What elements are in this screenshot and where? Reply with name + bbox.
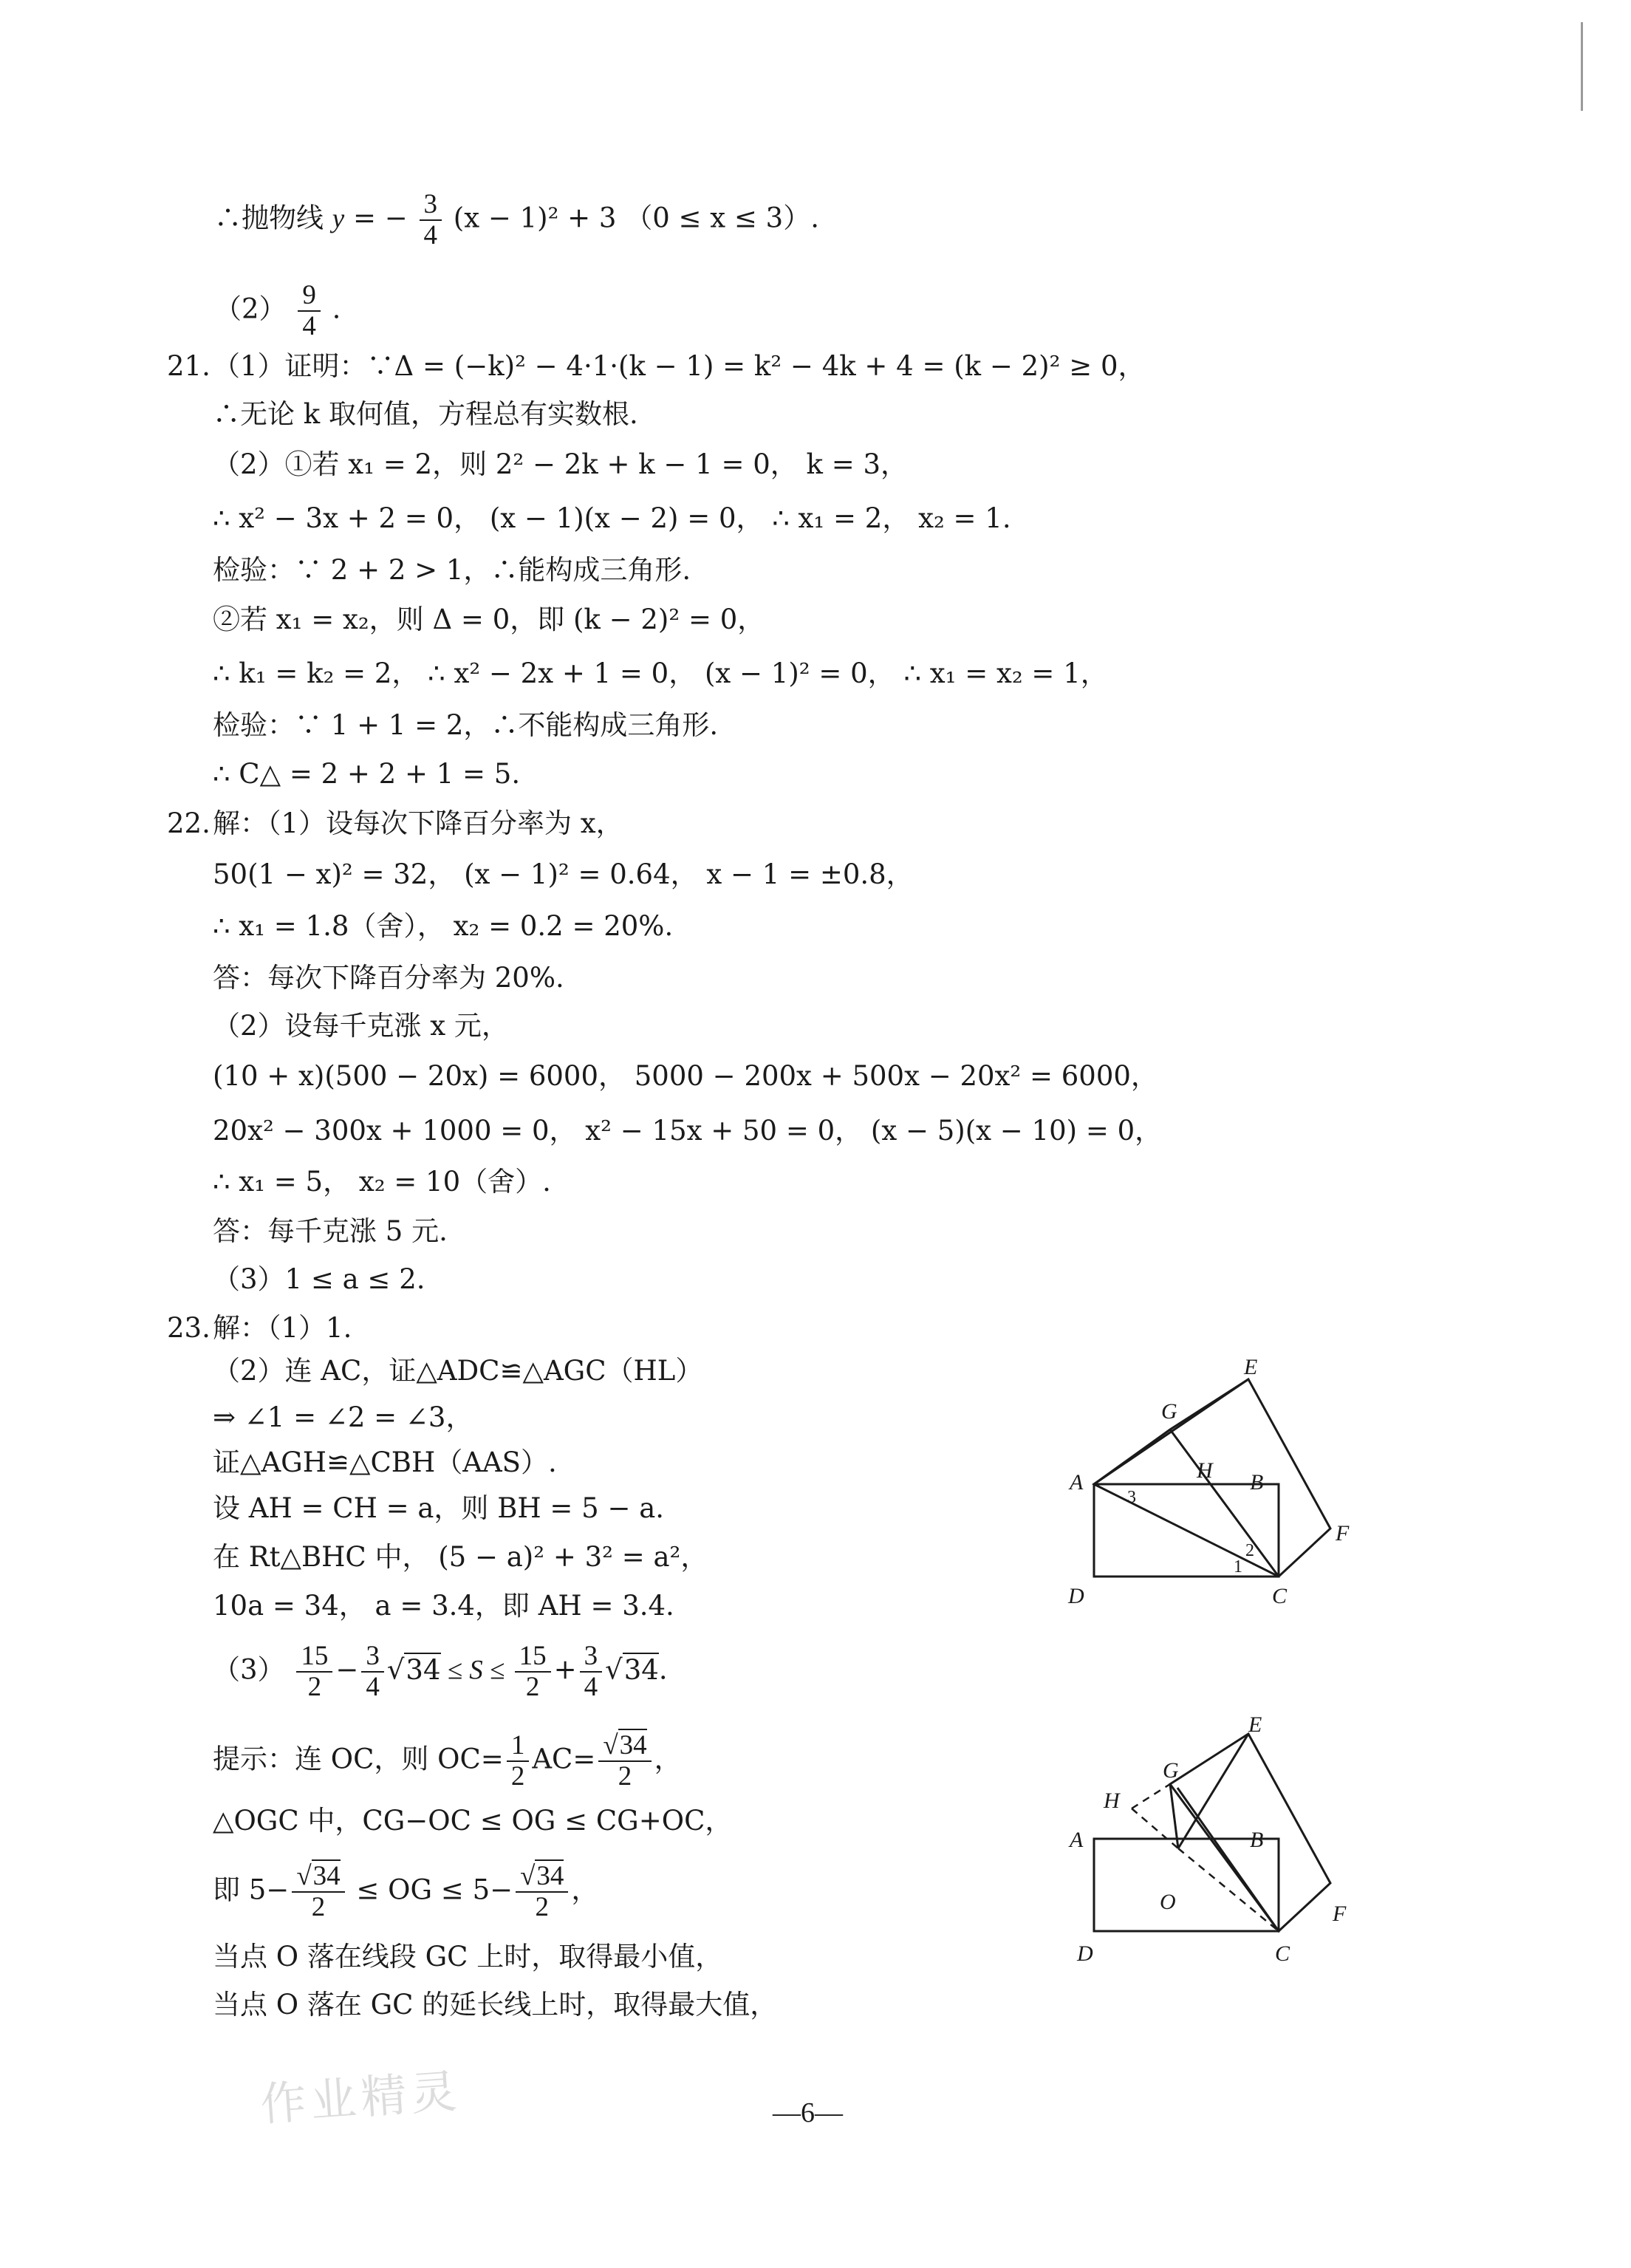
q23-line: 在 Rt△BHC 中， (5 − a)² + 3² = a²， bbox=[213, 1541, 708, 1573]
fraction: $\frac{9}{4}$ bbox=[298, 281, 321, 341]
p20-line2: （2） $\frac{9}{4}$ . bbox=[214, 280, 341, 341]
fraction: $\frac{3}{4}$ bbox=[420, 190, 442, 250]
q21-line: ∴ C△ = 2 + 2 + 1 = 5. bbox=[213, 758, 521, 790]
label-B: B bbox=[1250, 1470, 1264, 1495]
q23-line: （2）连 AC，证△ADC≌△AGC（HL） bbox=[213, 1355, 703, 1387]
angle-label-2: 2 bbox=[1245, 1541, 1254, 1560]
label-A: A bbox=[1070, 1828, 1084, 1852]
label-H: H bbox=[1104, 1789, 1120, 1813]
fraction: $\frac{√34}{2}$ bbox=[516, 1862, 568, 1922]
label-C: C bbox=[1272, 1584, 1288, 1608]
fraction: $\frac{1}{2}$ bbox=[507, 1731, 530, 1791]
q22-line: (10 + x)(500 − 20x) = 6000， 5000 − 200x + 500x − 20x² = 6000， bbox=[213, 1060, 1158, 1092]
page-edge-mark bbox=[1581, 22, 1583, 111]
q21-line: ∴ x² − 3x + 2 = 0， (x − 1)(x − 2) = 0， ∴ x₁ = 2， x₂ = 1. bbox=[213, 502, 1011, 534]
q22-line: 50(1 − x)² = 32， (x − 1)² = 0.64， x − 1 = ±0.8， bbox=[213, 858, 914, 890]
label-C: C bbox=[1275, 1941, 1290, 1966]
label-D: D bbox=[1077, 1941, 1093, 1966]
label-E: E bbox=[1248, 1714, 1262, 1737]
q23-triangle-line: △OGC 中，CG−OC ≤ OG ≤ CG+OC， bbox=[213, 1805, 733, 1837]
q21-line: 检验：∵ 2 + 2 > 1，∴能构成三角形. bbox=[213, 554, 691, 586]
q22-line: 答：每次下降百分率为 20%. bbox=[213, 962, 564, 994]
q21-line: 检验：∵ 1 + 1 = 2，∴不能构成三角形. bbox=[213, 709, 719, 741]
q23-line: 当点 O 落在 GC 的延长线上时，取得最大值， bbox=[213, 1989, 778, 2021]
label-E: E bbox=[1244, 1359, 1258, 1379]
q23-line: 解：（1）1. bbox=[213, 1312, 352, 1344]
p20-line1: ∴抛物线 y = − $\frac{3}{4}$ (x − 1)² + 3 （0 ≤ x ≤ 3）. bbox=[214, 189, 819, 250]
geometry-figure-2 bbox=[1056, 1714, 1367, 1969]
q23-range-line: 即 5− $\frac{√34}{2}$ ≤ OG ≤ 5− $\frac{√34}{2}$ ， bbox=[213, 1861, 599, 1922]
label-O: O bbox=[1160, 1890, 1176, 1914]
label-G: G bbox=[1163, 1758, 1179, 1783]
label-G: G bbox=[1161, 1399, 1177, 1424]
q23-line: 10a = 34， a = 3.4，即 AH = 3.4. bbox=[213, 1590, 674, 1622]
fraction: $\frac{√34}{2}$ bbox=[292, 1862, 344, 1922]
q23-line: 设 AH = CH = a，则 BH = 5 − a. bbox=[213, 1492, 665, 1524]
q21-number: 21. bbox=[167, 350, 211, 382]
fraction: $\frac{√34}{2}$ bbox=[598, 1731, 651, 1791]
label-A: A bbox=[1070, 1470, 1084, 1495]
label-B: B bbox=[1250, 1828, 1264, 1852]
q22-line: ∴ x₁ = 5， x₂ = 10（舍）. bbox=[213, 1166, 551, 1198]
q21-line: （2）①若 x₁ = 2，则 2² − 2k + k − 1 = 0， k = 3， bbox=[213, 448, 909, 480]
fraction: $\frac{15}{2}$ bbox=[296, 1642, 332, 1702]
q22-line: 答：每千克涨 5 元. bbox=[213, 1215, 448, 1247]
q23-line: ⇒ ∠1 = ∠2 = ∠3， bbox=[213, 1401, 473, 1433]
geometry-figure-1 bbox=[1056, 1359, 1367, 1611]
q23-line: 证△AGH≌△CBH（AAS）. bbox=[213, 1446, 557, 1478]
label-H: H bbox=[1197, 1458, 1213, 1483]
label-D: D bbox=[1068, 1584, 1084, 1608]
q23-part3-inequality: （3） $\frac{15}{2}$ − $\frac{3}{4}$ √34 ≤ S ≤ $\frac{15}{2}$ + $\frac{3}{4}$ √34. bbox=[213, 1641, 668, 1702]
q23-hint: 提示：连 OC，则 OC= $\frac{1}{2}$ AC= $\frac{√34}{2}$ ， bbox=[213, 1730, 682, 1791]
fraction: $\frac{3}{4}$ bbox=[580, 1642, 603, 1702]
q21-line: ∴无论 k 取何值，方程总有实数根. bbox=[213, 398, 638, 430]
q22-number: 22. bbox=[167, 807, 211, 839]
q22-line: （2）设每千克涨 x 元， bbox=[213, 1010, 509, 1042]
q21-line: （1）证明：∵Δ = (−k)² − 4·1·(k − 1) = k² − 4k + 4 = (k − 2)² ≥ 0， bbox=[213, 350, 1146, 382]
q22-line: 20x² − 300x + 1000 = 0， x² − 15x + 50 = 0， (x − 5)(x − 10) = 0， bbox=[213, 1115, 1163, 1147]
fraction: $\frac{3}{4}$ bbox=[361, 1642, 384, 1702]
q22-line: ∴ x₁ = 1.8（舍）， x₂ = 0.2 = 20%. bbox=[213, 910, 674, 942]
label-F: F bbox=[1336, 1521, 1350, 1545]
sqrt: √34 bbox=[605, 1653, 659, 1686]
q22-line: 解：（1）设每次下降百分率为 x， bbox=[213, 807, 623, 839]
q22-line: （3）1 ≤ a ≤ 2. bbox=[213, 1263, 425, 1295]
fraction: $\frac{15}{2}$ bbox=[515, 1642, 551, 1702]
sqrt: √34 bbox=[386, 1653, 441, 1686]
q23-number: 23. bbox=[167, 1312, 211, 1344]
q21-line: ∴ k₁ = k₂ = 2， ∴ x² − 2x + 1 = 0， (x − 1)² = 0， ∴ x₁ = x₂ = 1， bbox=[213, 657, 1108, 689]
page-number: —6— bbox=[773, 2097, 843, 2128]
watermark: 作业精灵 bbox=[259, 2063, 463, 2132]
label-F: F bbox=[1333, 1902, 1347, 1926]
q21-line: ②若 x₁ = x₂，则 Δ = 0，即 (k − 2)² = 0， bbox=[213, 604, 765, 635]
angle-label-1: 1 bbox=[1234, 1557, 1242, 1577]
q23-line: 当点 O 落在线段 GC 上时，取得最小值， bbox=[213, 1941, 723, 1972]
angle-label-3: 3 bbox=[1127, 1488, 1136, 1507]
